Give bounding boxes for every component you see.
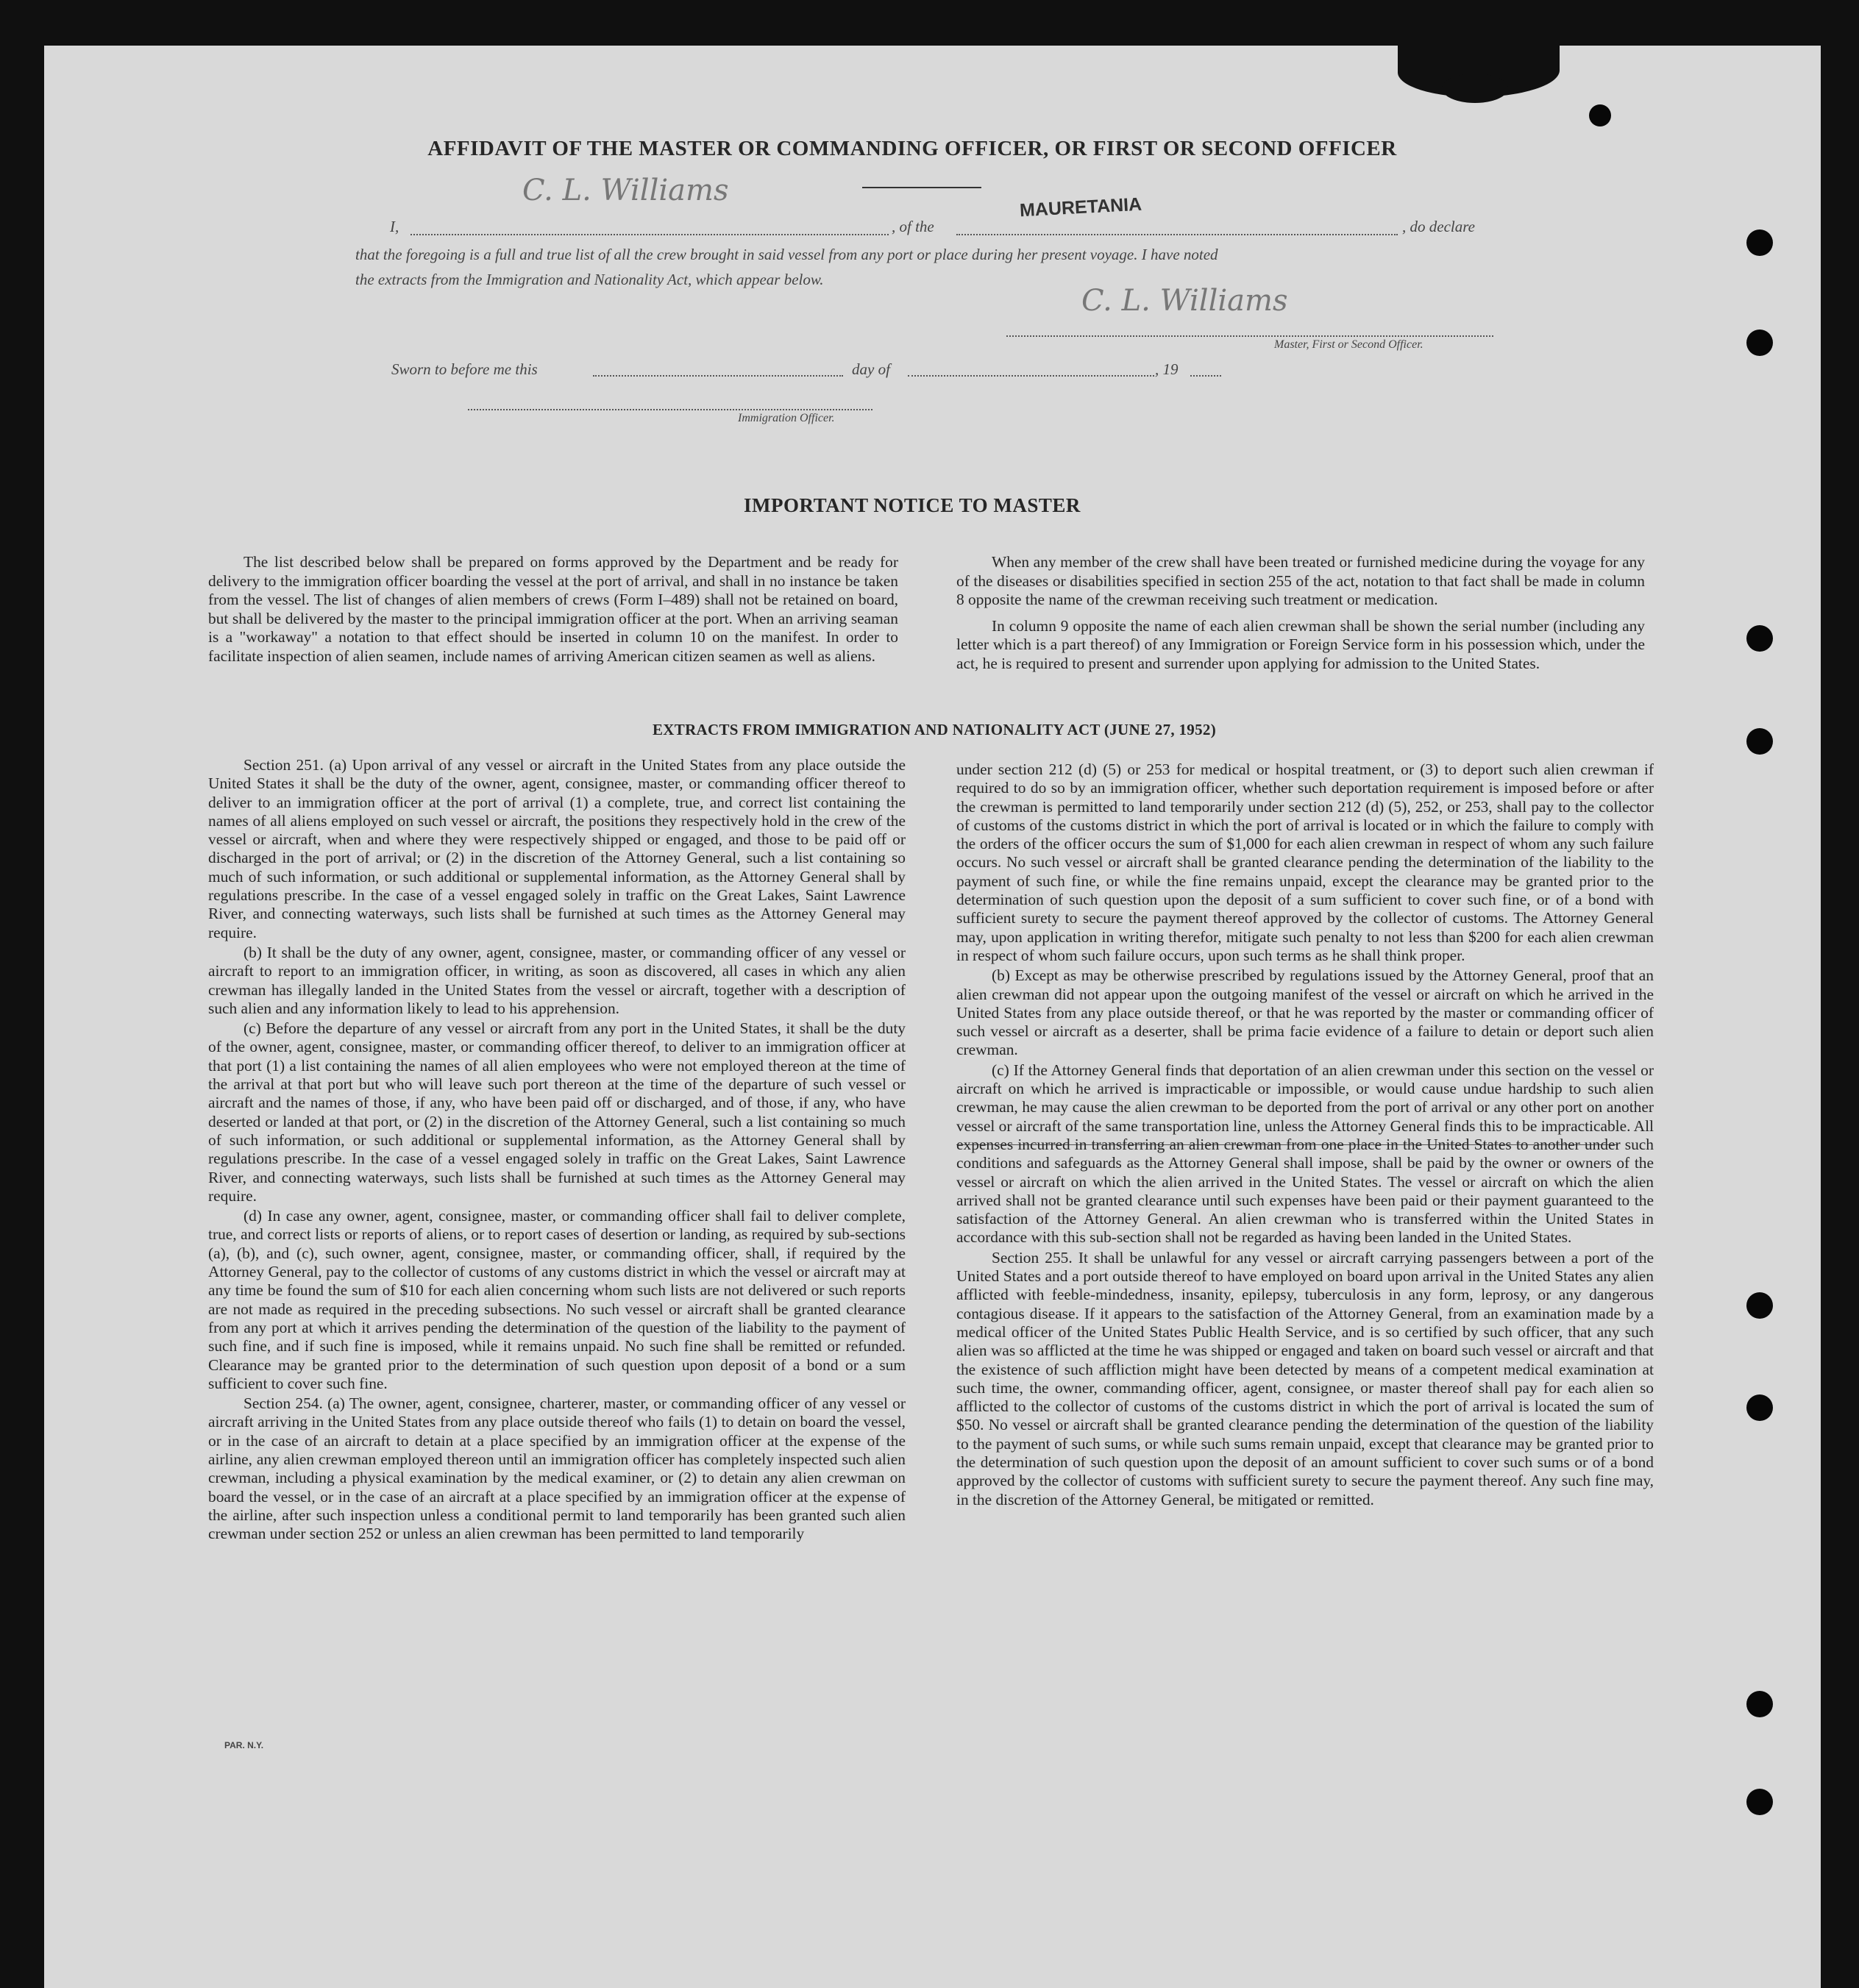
- officer-signature: C. L. Williams: [1081, 284, 1288, 318]
- notice-left: [208, 553, 898, 667]
- section-paragraph: Section 254. (a) The owner, agent, consignee, charterer, master, or commanding officer of any vessel or aircraft arriving in the United States from any place outside thereof who fails (1) to detain on board the vessel, or in the case of an aircraft to detain at a place specified by an immigration officer at the expense of the airline, any alien crewman employed thereon until an immigration officer has completely inspected such alien crewman, including a physical examination by the medical examiner, or (2) to detain any alien crewman on board the vessel, or in the case of an aircraft at a place specified by an immigration officer at the expense of the airline, after such inspection unless a conditional permit to land temporarily has been granted such alien crewman under section 252 or unless an alien crewman has been permitted to land temporarily: [208, 1394, 906, 1543]
- extracts-heading: EXTRACTS FROM IMMIGRATION AND NATIONALITY ACT (JUNE 27, 1952): [653, 721, 1216, 738]
- signature-line: [1006, 335, 1493, 337]
- declaration-line-2: the extracts from the Immigration and Nationality Act, which appear below.: [355, 271, 824, 288]
- notice-paragraph: The list described below shall be prepared on forms approved by the Department and be ready for delivery to the immigration officer boarding the vessel at the port of arrival, and shall in no instance be taken from the vessel. The list of changes of alien members of crews (Form I–489) shall not be retained on board, but shall be delivered by the master to the principal immigration officer at the port. When an arriving seaman is a "workaway" a notation to that effect should be inserted in column 10 on the manifest. In order to facilitate inspection of alien seamen, include names of arriving American citizen seamen as well as aliens.: [208, 553, 898, 665]
- section-paragraph: (b) It shall be the duty of any owner, agent, consignee, master, or commanding officer of any vessel or aircraft to report to an immigration officer, in writing, as soon as discovered, all cases in which any alien crewman has illegally landed in the United States from the vessel or aircraft, together with a description of such alien and any information likely to lead to his apprehension.: [208, 943, 906, 1017]
- officer-caption: Immigration Officer.: [738, 412, 835, 424]
- section-paragraph: (c) Before the departure of any vessel or aircraft from any port in the United States, it shall be the duty of the owner, agent, consignee, master, or commanding officer thereof, to deliver to an immigration officer at that port (1) a list containing the names of all alien employees who were not employed thereon at the time of the arrival at that port but who will leave such port thereon at the time of the departure of such vessel or aircraft and the names of those, if any, who have been paid off or discharged, and of those, if any, who have deserted or landed at that port, or (2) in the discretion of the Attorney General, such a list containing so much of such information, or such additional or supplemental information, as the Attorney General shall by regulations prescribe. In the case of a vessel engaged solely in traffic on the Great Lakes, Saint Lawrence River, and connecting waterways, such lists shall be furnished at such times as the Attorney General may require.: [208, 1019, 906, 1205]
- declaration-line-1: that the foregoing is a full and true list of all the crew brought in said vessel from any port or place during her present voyage. I have noted: [355, 246, 1218, 263]
- notice-paragraph: When any member of the crew shall have been treated or furnished medicine during the voyage for any of the diseases or disabilities specified in section 255 of the act, notation to that fact shall be made in column 8 opposite the name of the crewman receiving such treatment or medication.: [956, 553, 1645, 608]
- punch-hole: [1746, 1691, 1773, 1717]
- section-paragraph: (d) In case any owner, agent, consignee, master, or commanding officer shall fail to deliver complete, true, and correct lists or reports of aliens, or to report cases of desertion or landing, as required by sub-sections (a), (b), and (c), such owner, agent, consignee, master, or commanding officer, shall, if required by the Attorney General, pay to the collector of customs of any customs district in which the vessel or aircraft may at any time be found the sum of $10 for each alien concerning whom such lists are not delivered or such reports are not made as required in the preceding subsections. No such vessel or aircraft shall be granted clearance from any port at which it arrives pending the determination of the question of the liability to the payment of such fine, and if such fine is imposed, while it remains unpaid. No such fine shall be remitted or refunded. Clearance may be granted prior to the determination of such question upon deposit of a bond or a sum sufficient to cover such fine.: [208, 1207, 906, 1392]
- punch-hole: [1746, 1394, 1773, 1421]
- name-line: [410, 234, 889, 235]
- master-caption: Master, First or Second Officer.: [1274, 338, 1423, 351]
- torn-edge-notch: [1442, 74, 1508, 103]
- section-paragraph: under section 212 (d) (5) or 253 for medical or hospital treatment, or (3) to deport such alien crewman if required to do so by an immigration officer, whether such deportation requirement is imposed before or after the crewman is permitted to land temporarily under section 212 (d) (5), 252, or 253, shall pay to the collector of customs of the customs district in which the port of arrival is located or in which the failure to comply with the orders of the officer occurs the sum of $1,000 for each alien crewman in respect of whom any such failure occurs. No such vessel or aircraft shall be granted clearance pending the determination of the liability to the payment of such fine, or while the fine remains unpaid, except the clearance may be granted prior to the determination of such question upon the deposit of a sum sufficient to cover such fine, or of a bond with sufficient surety to secure the payment thereof approved by the collector of customs. The Attorney General may, upon application in writing therefor, mitigate such penalty to not less than $200 for each alien crewman in respect of whom such failure occurs, upon such terms as he shall think proper.: [956, 760, 1654, 964]
- extracts-right: [956, 760, 1654, 1511]
- section-paragraph: Section 251. (a) Upon arrival of any vessel or aircraft in the United States from any place outside the United States it shall be the duty of the owner, agent, consignee, master, or commanding officer thereof to deliver to an immigration officer at the port of arrival (1) a complete, true, and correct list containing the names of all aliens employed on such vessel or aircraft, the positions they respectively hold in the crew of the vessel or aircraft, when and where they were respectively shipped or engaged, and those to be paid off or discharged in the port of arrival; or (2) in the discretion of the Attorney General, such a list containing so much of such information, or such additional or supplemental information, as the Attorney General shall by regulations prescribe. In the case of a vessel engaged solely in traffic on the Great Lakes, Saint Lawrence River, and connecting waterways, such lists shall be furnished at such times as the Attorney General may require.: [208, 756, 906, 941]
- section-paragraph: (c) If the Attorney General finds that deportation of an alien crewman under this section on the vessel or aircraft on which he arrived is impracticable or impossible, or would cause undue hardship to such alien crewman, he may cause the alien crewman to be deported from the port of arrival or any other port on another vessel or aircraft of the same transportation line, unless the Attorney General finds this to be impracticable. All expenses incurred in transferring an alien crewman from one place in the United States to another under such conditions and safeguards as the Attorney General shall impose, shall be paid by the owner or owners of the vessel or aircraft on which the alien arrived in the United States. The vessel or aircraft on which the alien arrived shall not be granted clearance until such expenses have been paid or their payment guaranteed to the satisfaction of the Attorney General. An alien crewman who is transferred within the United States in accordance with this sub-section shall not be regarded as having been landed in the United States.: [956, 1061, 1654, 1247]
- affidavit-title: AFFIDAVIT OF THE MASTER OR COMMANDING OFFICER, OR FIRST OR SECOND OFFICER: [427, 137, 1397, 160]
- officer-line: [468, 409, 872, 410]
- signature-name: C. L. Williams: [522, 174, 729, 207]
- day-of-label: day of: [852, 360, 890, 378]
- year-label: , 19: [1155, 360, 1179, 378]
- punch-hole: [1746, 1292, 1773, 1319]
- vessel-line: [956, 234, 1398, 235]
- printer-mark: PAR. N.Y.: [224, 1740, 264, 1750]
- punch-hole: [1746, 625, 1773, 652]
- punch-hole: [1746, 728, 1773, 755]
- title-underline: [862, 187, 981, 188]
- punch-hole: [1589, 104, 1611, 127]
- punch-hole: [1746, 329, 1773, 356]
- sworn-month-line: [908, 375, 1154, 377]
- of-the-label: , of the: [892, 218, 934, 235]
- sworn-day-line: [593, 375, 843, 377]
- section-paragraph: Section 255. It shall be unlawful for any vessel or aircraft carrying passengers between a port of the United States and a port outside thereof to have employed on board upon arrival in the United States any alien afflicted with feeble-mindedness, insanity, epilepsy, tuberculosis in any form, leprosy, or any dangerous contagious disease. If it appears to the satisfaction of the Attorney General, from an examination made by a medical officer of the United States Public Health Service, and is so certified by such officer, that any such alien was so afflicted at the time he was shipped or engaged and taken on board such vessel or aircraft and that the existence of such affliction might have been detected by means of a competent medical examination at such time, the owner, commanding officer, agent, consignee, or master thereof shall pay for each alien so afflicted to the collector of customs of the customs district in which the port of arrival is located the sum of $50. No vessel or aircraft shall be granted clearance pending the determination of the question of the liability to the payment of such sums, or while such sums remain unpaid, except that clearance may be granted prior to the determination of such question upon the deposit of an amount sufficient to cover such sums or of a bond approved by the collector of customs with sufficient surety to secure the payment thereof. Any such fine may, in the discretion of the Attorney General, be mitigated or remitted.: [956, 1248, 1654, 1508]
- year-line: [1190, 375, 1221, 377]
- notice-paragraph: In column 9 opposite the name of each alien crewman shall be shown the serial number (including any letter which is a part thereof) of any Immigration or Foreign Service form in his possession which, under the act, he is required to present and surrender upon applying for admission to the United States.: [956, 616, 1645, 672]
- notice-right: [956, 553, 1645, 674]
- notice-heading: IMPORTANT NOTICE TO MASTER: [744, 494, 1081, 516]
- punch-hole: [1746, 1789, 1773, 1815]
- punch-hole: [1746, 229, 1773, 256]
- section-paragraph: (b) Except as may be otherwise prescribed by regulations issued by the Attorney General, proof that an alien crewman did not appear upon the outgoing manifest of the vessel or aircraft on which he arrived in the United States from any place outside thereof, or that he was reported by the master or commanding officer of such vessel or aircraft as a deserter, shall be prima facie evidence of a failure to detain or deport such alien crewman.: [956, 966, 1654, 1059]
- i-label: I,: [390, 218, 399, 235]
- vessel-stamp: MAURETANIA: [1019, 193, 1142, 221]
- sworn-label: Sworn to before me this: [391, 360, 538, 378]
- extracts-left: [208, 756, 906, 1545]
- do-declare-label: , do declare: [1402, 218, 1475, 235]
